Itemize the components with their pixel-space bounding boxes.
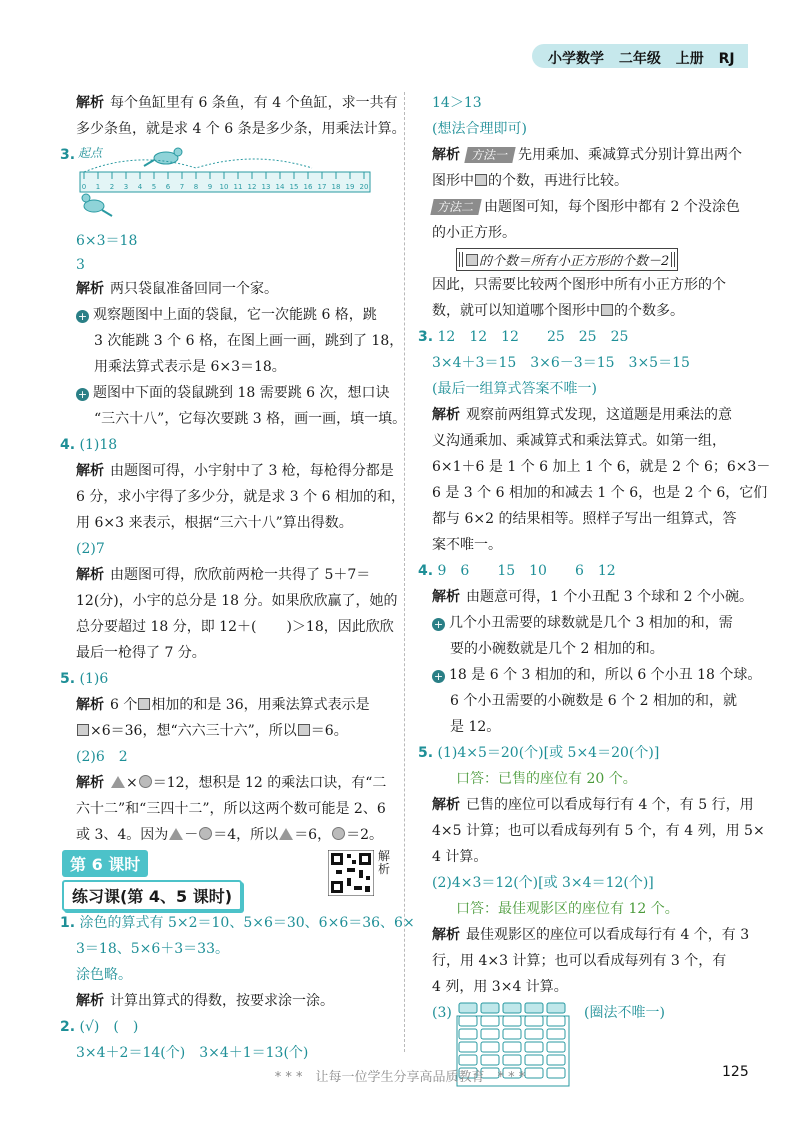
number-line-label: 16 <box>303 183 313 191</box>
seat-icon <box>503 1016 521 1026</box>
question-number: 4. (1)18 <box>60 437 118 453</box>
text-line: “三六十八”，它每次要跳 3 格，画一画，填一填。 <box>94 411 407 427</box>
text-line: 行，用 4×3 计算；也可以看成每列有 3 个，有 <box>432 953 727 969</box>
seat-icon <box>481 1016 499 1026</box>
answer-line: (2)6 2 <box>76 749 128 765</box>
seat-icon <box>481 1029 499 1039</box>
plus-icon: + <box>433 618 444 631</box>
text-line: 案不唯一。 <box>432 537 502 553</box>
number-line-label: 11 <box>233 183 243 191</box>
number-line-label: 4 <box>137 183 143 191</box>
footer-slogan: * * * 让每一位学生分享高品质教育 * * * <box>274 1070 526 1085</box>
square-icon <box>77 724 89 736</box>
number-line-label: 18 <box>331 183 341 191</box>
answer-line: (最后一组算式答案不唯一) <box>432 381 597 397</box>
answer-line: (圈法不唯一) <box>584 1005 665 1021</box>
oral-answer: 口答：已售的座位有 20 个。 <box>456 771 637 787</box>
seat-icon <box>481 1055 499 1065</box>
answer-line: 3×4＋3＝15 3×6－3＝15 3×5＝15 <box>432 355 690 371</box>
seat-icon <box>525 1003 543 1013</box>
seat-icon <box>459 1016 477 1026</box>
text-line: 4 计算。 <box>432 849 488 865</box>
answer-line: (2)7 <box>76 541 105 557</box>
kangaroo-top-icon <box>144 148 182 166</box>
seat-icon <box>481 1042 499 1052</box>
text-line: 6 是 3 个 6 相加的和减去 1 个 6，也是 2 个 6，它们 <box>432 485 768 501</box>
question-number: 4. 9 6 15 10 6 12 <box>418 563 616 579</box>
text-line: 的小正方形。 <box>432 225 516 241</box>
text-line: 解析 观察前两组算式发现，这道题是用乘法的意 <box>432 407 732 423</box>
plus-icon: + <box>77 388 88 401</box>
number-line-label: 13 <box>261 183 271 191</box>
seat-icon <box>459 1055 477 1065</box>
seat-icon <box>547 1003 565 1013</box>
number-line-label: 7 <box>179 183 185 191</box>
text-line: 4×5 计算；也可以看成每列有 5 个，有 4 列，用 5× <box>432 823 765 839</box>
text-line: 解析 6 个 相加的和是 36，用乘法算式表示是 <box>76 697 370 713</box>
number-line-label: 14 <box>275 183 285 191</box>
square-icon <box>298 724 310 736</box>
seat-icon <box>547 1042 565 1052</box>
answer-line: 3 <box>76 257 85 273</box>
text-line: ×6＝36，想“六六三十六”，所以 ＝6。 <box>76 722 348 740</box>
number-line-label: 15 <box>289 183 299 191</box>
seat-icon <box>503 1055 521 1065</box>
square-icon <box>138 698 150 710</box>
header-title <box>548 48 735 68</box>
text-line: 解析 已售的座位可以看成每行有 4 个，有 5 行，用 <box>432 797 754 813</box>
text-line: + 18 是 6 个 3 相加的和，所以 6 个小丑 18 个球。 <box>433 667 762 683</box>
text-line: 用乘法算式表示是 6×3＝18。 <box>94 359 286 375</box>
question-number: 2. (√) ( ) <box>60 1019 139 1035</box>
answer-line: 14＞13 <box>432 95 482 111</box>
text-line: 解析 × ＝12，想积是 12 的乘法口诀，有“二 <box>76 775 387 791</box>
text-line: 6 分，求小宇得了多少分，就是求 3 个 6 相加的和， <box>76 489 405 505</box>
seat-icon <box>503 1003 521 1013</box>
question-number: 5. (1)4×5＝20(个)[或 5×4＝20(个)] <box>418 745 660 761</box>
header-grade: 二年级 <box>618 51 661 67</box>
seat-icon <box>525 1029 543 1039</box>
text-line: 解析 计算出算式的得数，按要求涂一涂。 <box>76 993 334 1009</box>
header-volume: 上册 <box>675 51 704 67</box>
method-one-tag: 方法一 <box>464 147 515 163</box>
seat-icon <box>547 1055 565 1065</box>
number-line-figure <box>78 146 388 222</box>
seat-icon <box>547 1029 565 1039</box>
circle-icon <box>139 775 152 788</box>
qr-code-icon[interactable] <box>328 850 374 896</box>
seat-icon <box>459 1003 477 1013</box>
plus-icon: + <box>77 310 88 323</box>
column-divider <box>404 92 405 1052</box>
header-edition: RJ <box>718 51 735 67</box>
text-line: 解析 由题意可得，1 个小丑配 3 个球和 2 个小碗。 <box>432 589 753 605</box>
number-line-label: 20 <box>359 183 369 191</box>
text-line: 解析 每个鱼缸里有 6 条鱼，有 4 个鱼缸，求一共有 <box>76 95 398 111</box>
plus-icon: + <box>433 670 444 683</box>
seat-icon <box>525 1055 543 1065</box>
text-line: 解析 由题图可得，小宇射中了 3 枪，每枪得分都是 <box>76 463 394 479</box>
seat-icon <box>459 1042 477 1052</box>
seat-icon <box>481 1003 499 1013</box>
number-line-label: 12 <box>247 183 257 191</box>
answer-line: 涂色略。 <box>76 967 132 983</box>
text-line: 解析 由题图可得，欣欣前两枪一共得了 5＋7＝ <box>76 567 371 583</box>
triangle-icon <box>111 776 125 788</box>
text-line: 6 个小丑需要的小碗数是 6 个 2 相加的和，就 <box>450 693 737 709</box>
text-line: 因此，只需要比较两个图形中所有小正方形的个 <box>432 277 726 293</box>
triangle-icon <box>279 828 293 840</box>
text-line: 义沟通乘加、乘减算式和乘法算式。如第一组， <box>432 433 726 449</box>
text-line: 3 次能跳 3 个 6 格，在图上画一画，跳到了 18， <box>94 333 404 349</box>
answer-line: 6×3＝18 <box>76 233 138 249</box>
page-number: 125 <box>722 1064 749 1080</box>
text-line: 6×1＋6 是 1 个 6 加上 1 个 6，就是 2 个 6；6×3－ <box>432 459 771 475</box>
text-line: 六十二”和“三四十二”，所以这两个数可能是 2、6 <box>76 801 386 817</box>
text-line: 总分要超过 18 分，即 12＋( )＞18，因此欣欣 <box>76 619 394 635</box>
number-line-label: 0 <box>81 183 87 191</box>
text-line: 解析 两只袋鼠准备回同一个家。 <box>76 281 278 297</box>
triangle-icon <box>169 828 183 840</box>
text-line: 是 12。 <box>450 719 501 735</box>
answer-line: (2)4×3＝12(个)[或 3×4＝12(个)] <box>432 875 654 891</box>
answer-line: (3) <box>432 1005 452 1021</box>
text-line: 最后一枪得了 7 分。 <box>76 645 206 661</box>
text-line: 4 列，用 3×4 计算。 <box>432 979 568 995</box>
seat-icon <box>525 1016 543 1026</box>
text-line: 解析 方法一 先用乘加、乘减算式分别计算出两个 <box>432 147 743 163</box>
question-number: 3. <box>60 147 76 163</box>
square-icon <box>601 304 613 316</box>
practice-title: 练习课(第 4、5 课时) <box>62 880 242 911</box>
square-icon <box>466 254 478 266</box>
seat-icon <box>525 1042 543 1052</box>
number-line-label: 1 <box>95 183 101 191</box>
question-number: 3. 12 12 12 25 25 25 <box>418 329 629 345</box>
text-line: + 题图中下面的袋鼠跳到 18 需要跳 6 次，想口诀 <box>77 385 390 401</box>
number-line-label: 9 <box>207 183 213 191</box>
square-icon <box>475 174 487 186</box>
number-line-label: 8 <box>193 183 199 191</box>
seat-icon <box>503 1042 521 1052</box>
text-line: 或 3、4。因为 － ＝4，所以 ＝6， ＝2。 <box>76 827 384 843</box>
circle-icon <box>332 827 345 840</box>
answer-line: 3＝18、5×6＋3＝33。 <box>76 941 229 957</box>
qr-label: 解析 <box>378 849 391 876</box>
formula-box: 的个数＝所有小正方形的个数－2 <box>456 248 678 271</box>
number-line-label: 3 <box>123 183 129 191</box>
seat-icon <box>547 1016 565 1026</box>
number-line-label: 17 <box>317 183 327 191</box>
start-label: 起点 <box>78 146 103 160</box>
text-line: 用 6×3 来表示，根据“三六十八”算出得数。 <box>76 515 353 531</box>
text-line: 12(分)，小宇的总分是 18 分。如果欣欣赢了，她的 <box>76 593 398 609</box>
text-line: + 观察题图中上面的袋鼠，它一次能跳 6 格，跳 <box>77 307 377 323</box>
text-line: 解析 最佳观影区的座位可以看成每行有 4 个，有 3 <box>432 927 750 943</box>
lesson-title: 第 6 课时 <box>62 850 148 877</box>
circle-icon <box>199 827 212 840</box>
seat-icon <box>503 1029 521 1039</box>
text-line: 图形中 的个数，再进行比较。 <box>432 173 628 189</box>
number-line-label: 6 <box>165 183 171 191</box>
number-line-label: 2 <box>109 183 115 191</box>
answer-line: 3×4＋2＝14(个) 3×4＋1＝13(个) <box>76 1045 309 1061</box>
text-line: 多少条鱼，就是求 4 个 6 条是多少条，用乘法计算。 <box>76 121 406 137</box>
question-number: 5. (1)6 <box>60 671 109 687</box>
question-number: 1. 涂色的算式有 5×2＝10、5×6＝30、6×6＝36、6× <box>60 915 415 931</box>
method-two-tag: 方法二 <box>430 199 481 215</box>
text-line: 数，就可以知道哪个图形中 的个数多。 <box>432 303 684 319</box>
seat-icon <box>459 1029 477 1039</box>
number-line-label: 10 <box>219 183 229 191</box>
number-line-label: 19 <box>345 183 355 191</box>
text-line: + 几个小丑需要的球数就是几个 3 相加的和，需 <box>433 615 733 631</box>
text-line: 方法二 由题图可知，每个图形中都有 2 个没涂色 <box>432 198 740 216</box>
oral-answer: 口答：最佳观影区的座位有 12 个。 <box>456 901 679 917</box>
answer-line: (想法合理即可) <box>432 121 527 137</box>
text-line: 都与 6×2 的结果相等。照样子写出一组算式，答 <box>432 511 737 527</box>
header-subject: 小学数学 <box>548 51 604 67</box>
text-line: 要的小碗数就是几个 2 相加的和。 <box>450 641 664 657</box>
number-line-label: 5 <box>151 183 157 191</box>
kangaroo-bottom-icon <box>82 194 112 216</box>
